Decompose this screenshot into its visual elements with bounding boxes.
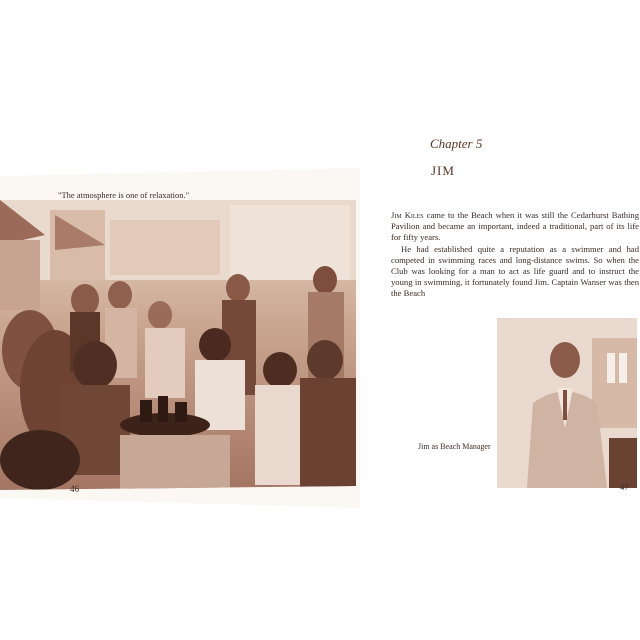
chapter-title: Chapter 5 [430,136,483,151]
left-photo-caption: "The atmosphere is one of relaxation." [58,190,190,200]
portrait-illustration [497,318,637,488]
group-photo-illustration [0,200,356,490]
paragraph-1 [391,210,639,244]
left-page-number: 46 [70,484,79,494]
paragraph-1-text: came to the Beach when it was still the Cedarhurst Bathing Pavilion and became an important, indeed a traditional, part of its life for fifty years. [391,210,640,243]
right-page-number: 47 [620,482,629,492]
paragraph-2-text: He had established quite a reputation as a swimmer and had competed in swimming races and long-distance swims. So when the Club was looking for a man to act as life guard and to instruct the young in swimming, it fortunately found Jim. Captain Wanser was then the Beach [391,243,639,299]
paragraph-1-lead: Jim Kiles [391,210,424,220]
paragraph-2 [391,244,639,300]
portrait-photo [497,318,637,488]
chapter-name: JIM [431,163,455,178]
group-photo [0,200,356,490]
portrait-caption: Jim as Beach Manager [418,442,491,451]
chapter-body [391,210,639,300]
